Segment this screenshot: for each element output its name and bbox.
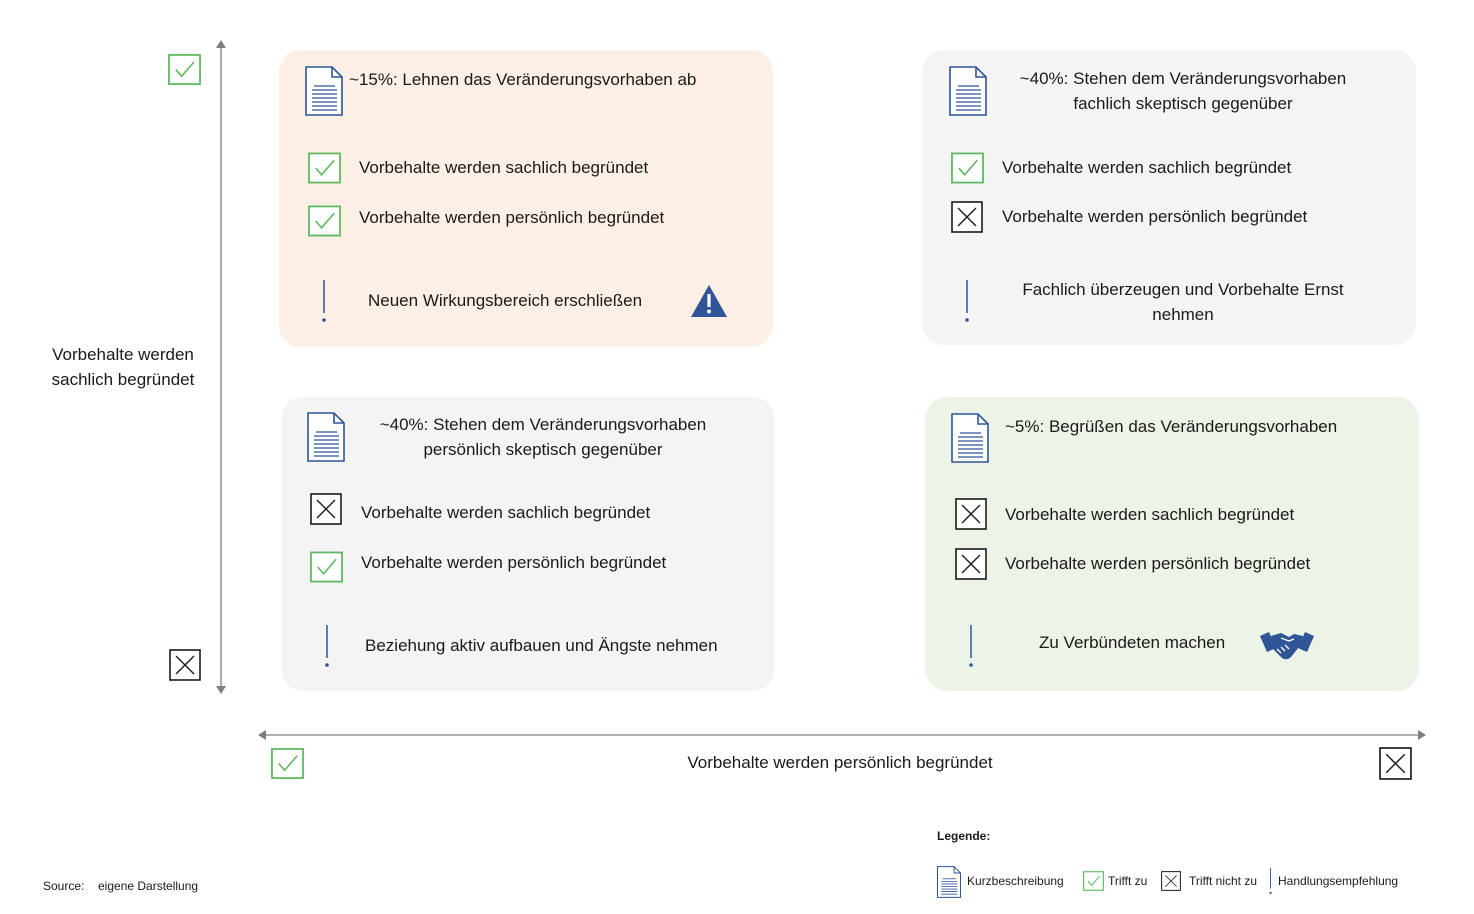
criterion-text: Vorbehalte werden sachlich begründet [1005, 505, 1295, 524]
legend-label: Kurzbeschreibung [967, 874, 1064, 888]
recommendation-text: Neuen Wirkungsbereich erschließen [368, 291, 643, 310]
legend-label: Trifft nicht zu [1189, 874, 1258, 888]
criterion-text: Vorbehalte werden sachlich begründet [361, 503, 651, 522]
quadrant-bottom-left [281, 397, 775, 691]
horizontal-axis [256, 727, 1428, 743]
exclamation-icon [320, 278, 328, 324]
cross-icon [955, 498, 987, 530]
recommendation-text: Beziehung aktiv aufbauen und Ängste nehmen [365, 636, 718, 655]
check-icon [308, 205, 341, 237]
exclamation-icon [323, 623, 331, 669]
quadrant-top-left [279, 50, 773, 347]
quadrant-title: ~40%: Stehen dem Veränderungsvorhaben fachlich skeptisch gegenüber [1019, 69, 1347, 113]
quadrant-bottom-right [925, 397, 1419, 691]
source-note [43, 879, 198, 893]
cross-icon [310, 493, 342, 525]
check-icon [310, 551, 343, 583]
y-axis-bottom-cross-icon [169, 649, 201, 681]
criterion-text: Vorbehalte werden sachlich begründet [1002, 158, 1292, 177]
criterion-text: Vorbehalte werden sachlich begründet [359, 158, 649, 177]
check-icon [951, 152, 984, 184]
criterion-text: Vorbehalte werden persönlich begründet [1002, 207, 1308, 226]
x-axis-label: Vorbehalte werden persönlich begründet [687, 753, 993, 772]
warning-triangle-icon [690, 284, 728, 318]
y-axis-top-check-icon [168, 53, 201, 86]
cross-icon [955, 548, 987, 580]
legend-label: Trifft zu [1108, 874, 1148, 888]
legend-exclamation-icon [1268, 866, 1273, 896]
legend-document-icon [936, 866, 962, 898]
handshake-icon [1259, 628, 1315, 664]
source-value: eigene Darstellung [98, 879, 199, 893]
quadrant-title: ~5%: Begrüßen das Veränderungsvorhaben [1005, 417, 1338, 436]
x-axis-right-cross-icon [1379, 747, 1412, 780]
source-label: Source: [43, 879, 85, 893]
check-icon [308, 152, 341, 184]
legend-check-icon [1083, 871, 1104, 891]
criterion-text: Vorbehalte werden persönlich begründet [359, 208, 665, 227]
document-icon [307, 412, 345, 462]
quadrant-top-right [922, 50, 1416, 345]
document-icon [305, 66, 343, 116]
legend-title: Legende: [937, 829, 991, 843]
legend-label: Handlungsempfehlung [1278, 874, 1399, 888]
recommendation-text: Zu Verbündeten machen [1039, 633, 1226, 652]
exclamation-icon [967, 623, 975, 669]
criterion-text: Vorbehalte werden persönlich begründet [1005, 554, 1311, 573]
y-axis-label: Vorbehalte werden sachlich begründet [51, 345, 195, 389]
x-axis-left-check-icon [271, 747, 304, 780]
recommendation-text: Fachlich überzeugen und Vorbehalte Ernst nehmen [1022, 280, 1344, 324]
exclamation-icon [963, 278, 971, 324]
legend-cross-icon [1161, 871, 1181, 891]
criterion-text: Vorbehalte werden persönlich begründet [361, 553, 667, 572]
quadrant-title: ~40%: Stehen dem Veränderungsvorhaben persönlich skeptisch gegenüber [379, 415, 707, 459]
document-icon [951, 413, 989, 463]
document-icon [949, 66, 987, 116]
cross-icon [951, 201, 983, 233]
quadrant-title: ~15%: Lehnen das Veränderungsvorhaben ab [349, 70, 697, 89]
